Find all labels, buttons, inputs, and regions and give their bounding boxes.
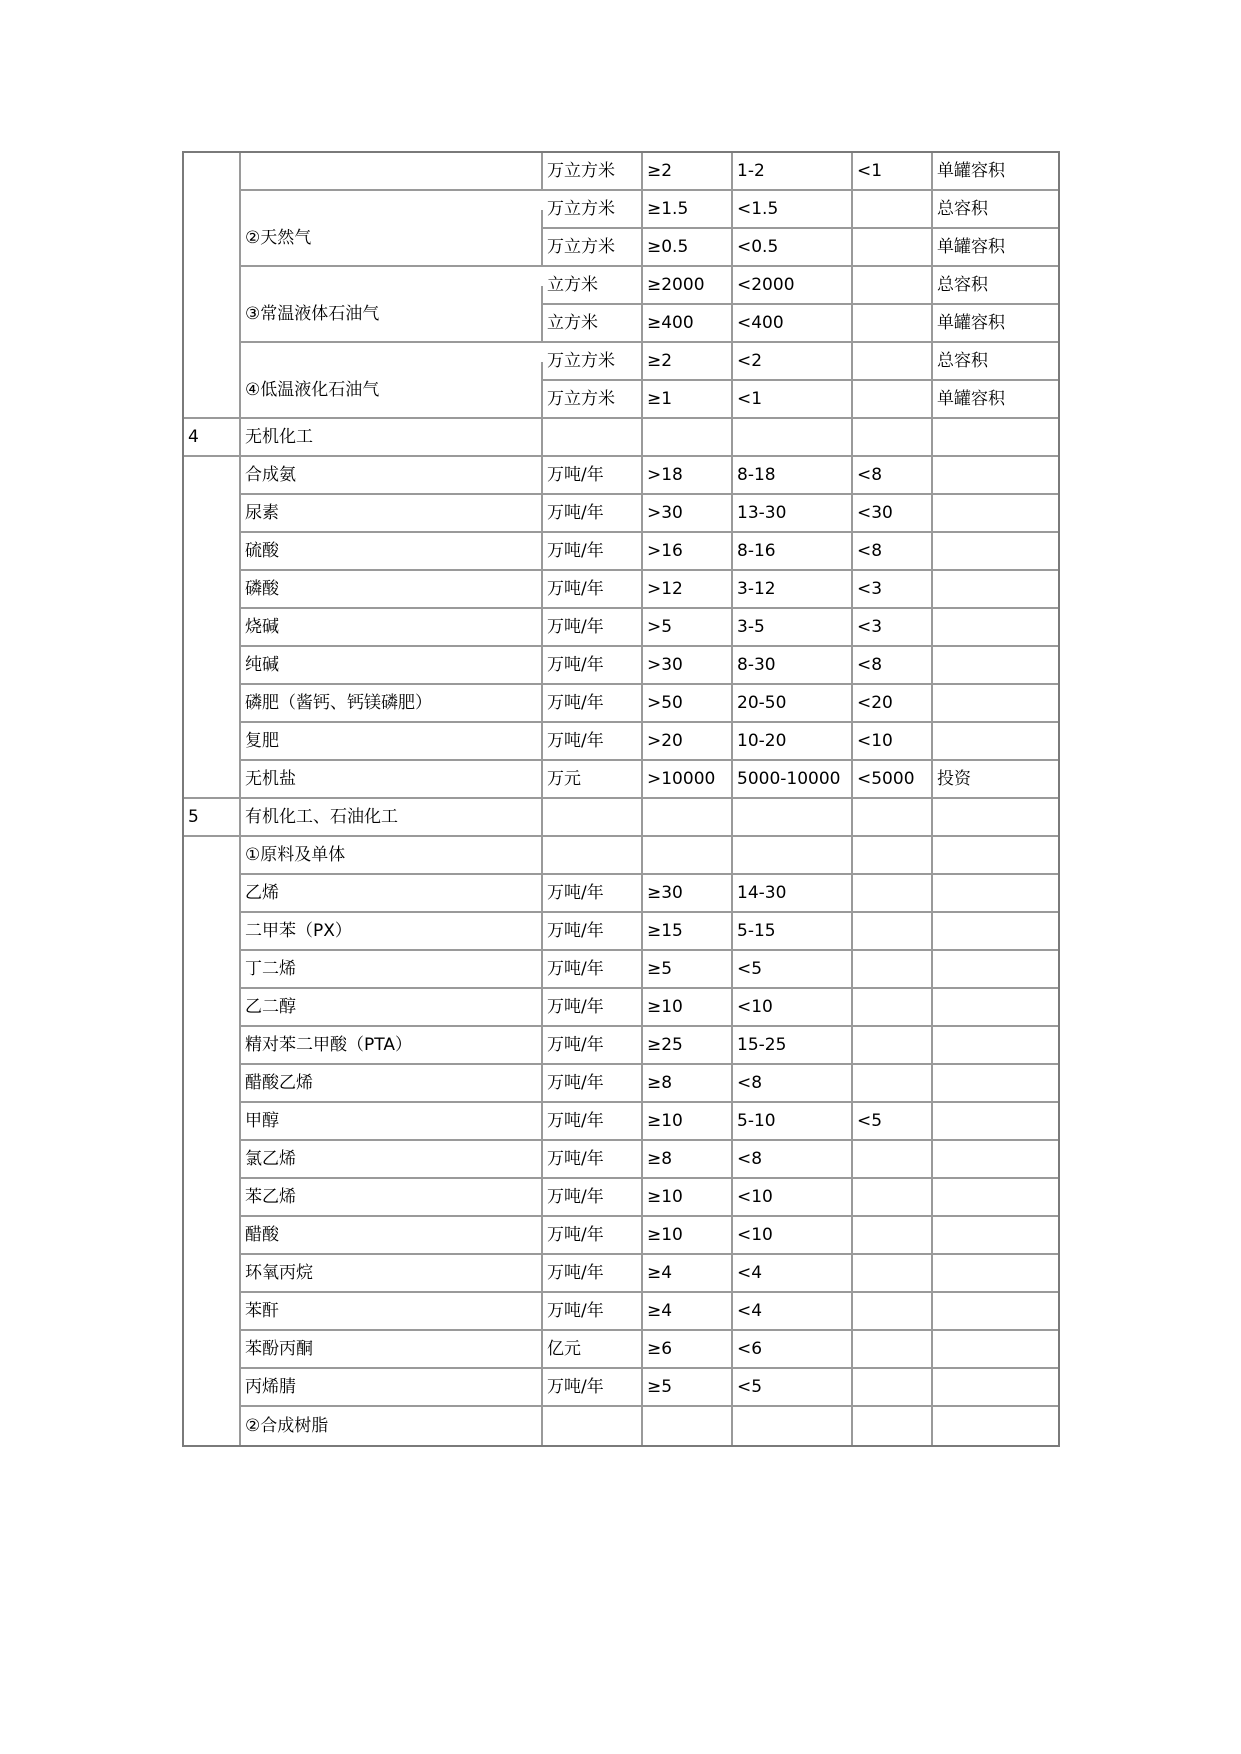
item-name-cell: ①原料及单体 [241,837,543,875]
seq-cell [184,685,241,723]
seq-cell [184,305,241,343]
large-scale-cell: ≥4 [643,1293,733,1331]
seq-cell [184,381,241,419]
unit-cell: 万吨/年 [543,913,643,951]
large-scale-cell: >30 [643,647,733,685]
remark-cell: 总容积 [933,343,1058,381]
remark-cell [933,875,1058,913]
medium-scale-cell: <0.5 [733,229,853,267]
seq-cell [184,1331,241,1369]
large-scale-cell [643,1407,733,1445]
seq-cell [184,267,241,305]
small-scale-cell [853,913,933,951]
table-row [184,343,1058,381]
large-scale-cell: ≥25 [643,1027,733,1065]
unit-cell: 万立方米 [543,381,643,419]
table-row [184,1293,1058,1331]
item-name-cell: 磷肥（酱钙、钙镁磷肥） [241,685,543,723]
item-name-cell: ③常温液体石油气 [241,286,543,324]
large-scale-cell [643,799,733,837]
item-name-cell: 乙烯 [241,875,543,913]
large-scale-cell: ≥400 [643,305,733,343]
large-scale-cell: ≥1.5 [643,191,733,229]
remark-cell [933,723,1058,761]
large-scale-cell: ≥5 [643,1369,733,1407]
item-name-cell: 有机化工、石油化工 [241,799,543,837]
seq-cell [184,609,241,647]
seq-cell [184,533,241,571]
medium-scale-cell: <8 [733,1141,853,1179]
remark-cell [933,1255,1058,1293]
item-name-cell: 磷酸 [241,571,543,609]
seq-cell [184,761,241,799]
medium-scale-cell: <8 [733,1065,853,1103]
unit-cell: 万吨/年 [543,495,643,533]
item-name-cell: 二甲苯（PX） [241,913,543,951]
medium-scale-cell: <10 [733,1179,853,1217]
seq-cell [184,1293,241,1331]
item-name-cell: 无机化工 [241,419,543,457]
remark-cell [933,951,1058,989]
seq-cell [184,495,241,533]
remark-cell: 单罐容积 [933,229,1058,267]
remark-cell [933,1141,1058,1179]
table-row [184,495,1058,533]
seq-cell [184,229,241,267]
remark-cell [933,913,1058,951]
medium-scale-cell: 8-18 [733,457,853,495]
table-row [184,1369,1058,1407]
seq-cell [184,989,241,1027]
medium-scale-cell: <1 [733,381,853,419]
small-scale-cell: <3 [853,609,933,647]
unit-cell [543,799,643,837]
item-name-cell: 醋酸 [241,1217,543,1255]
table-body [184,153,1058,1445]
table-row [184,875,1058,913]
table-row [184,1103,1058,1141]
medium-scale-cell: 15-25 [733,1027,853,1065]
seq-cell [184,913,241,951]
unit-cell: 立方米 [543,267,643,305]
seq-cell [184,1141,241,1179]
small-scale-cell [853,951,933,989]
large-scale-cell: ≥2000 [643,267,733,305]
item-name-cell: 苯乙烯 [241,1179,543,1217]
small-scale-cell: <3 [853,571,933,609]
item-name-cell: ②天然气 [241,210,543,248]
small-scale-cell [853,343,933,381]
medium-scale-cell: 1-2 [733,153,853,191]
remark-cell [933,1065,1058,1103]
medium-scale-cell: <2000 [733,267,853,305]
table-row [184,1217,1058,1255]
small-scale-cell: <8 [853,647,933,685]
unit-cell [543,837,643,875]
item-name-cell: 复肥 [241,723,543,761]
small-scale-cell [853,1331,933,1369]
unit-cell [543,419,643,457]
large-scale-cell: ≥8 [643,1141,733,1179]
table-row [184,951,1058,989]
table-row [184,1179,1058,1217]
unit-cell: 万吨/年 [543,1103,643,1141]
large-scale-cell: ≥6 [643,1331,733,1369]
table-row [184,571,1058,609]
remark-cell: 单罐容积 [933,381,1058,419]
remark-cell [933,989,1058,1027]
medium-scale-cell [733,1407,853,1445]
remark-cell [933,609,1058,647]
table-row [184,609,1058,647]
medium-scale-cell: 14-30 [733,875,853,913]
medium-scale-cell: 8-16 [733,533,853,571]
unit-cell: 亿元 [543,1331,643,1369]
remark-cell [933,419,1058,457]
small-scale-cell [853,381,933,419]
remark-cell [933,495,1058,533]
table-row [184,799,1058,837]
table-row [184,1407,1058,1445]
seq-cell [184,571,241,609]
small-scale-cell [853,1407,933,1445]
medium-scale-cell: 13-30 [733,495,853,533]
small-scale-cell [853,305,933,343]
table-row [184,191,1058,229]
unit-cell: 万吨/年 [543,533,643,571]
item-name-cell: 尿素 [241,495,543,533]
small-scale-cell: <20 [853,685,933,723]
seq-cell [184,1369,241,1407]
table-row [184,1065,1058,1103]
unit-cell: 万立方米 [543,153,643,191]
small-scale-cell [853,419,933,457]
small-scale-cell [853,1027,933,1065]
seq-cell [184,837,241,875]
seq-cell [184,1065,241,1103]
small-scale-cell: <5 [853,1103,933,1141]
remark-cell [933,685,1058,723]
small-scale-cell: <1 [853,153,933,191]
remark-cell: 单罐容积 [933,305,1058,343]
seq-cell [184,1179,241,1217]
unit-cell: 万吨/年 [543,609,643,647]
large-scale-cell: >10000 [643,761,733,799]
large-scale-cell: ≥15 [643,913,733,951]
small-scale-cell [853,267,933,305]
item-name-cell: 环氧丙烷 [241,1255,543,1293]
small-scale-cell [853,989,933,1027]
table-row [184,533,1058,571]
item-name-cell: 纯碱 [241,647,543,685]
medium-scale-cell [733,837,853,875]
medium-scale-cell: <10 [733,1217,853,1255]
table-row [184,723,1058,761]
remark-cell [933,571,1058,609]
seq-cell [184,723,241,761]
unit-cell: 万吨/年 [543,1179,643,1217]
remark-cell [933,1369,1058,1407]
medium-scale-cell: 8-30 [733,647,853,685]
unit-cell: 万元 [543,761,643,799]
small-scale-cell: <8 [853,457,933,495]
remark-cell [933,457,1058,495]
medium-scale-cell: <400 [733,305,853,343]
remark-cell: 单罐容积 [933,153,1058,191]
remark-cell [933,1027,1058,1065]
seq-cell [184,191,241,229]
medium-scale-cell: <4 [733,1293,853,1331]
seq-cell [184,1027,241,1065]
remark-cell [933,837,1058,875]
item-name-cell: 氯乙烯 [241,1141,543,1179]
remark-cell [933,1331,1058,1369]
small-scale-cell: <30 [853,495,933,533]
medium-scale-cell: 10-20 [733,723,853,761]
unit-cell: 万吨/年 [543,1027,643,1065]
item-name-cell: 丙烯腈 [241,1369,543,1407]
large-scale-cell: >12 [643,571,733,609]
unit-cell: 万吨/年 [543,951,643,989]
unit-cell: 万立方米 [543,229,643,267]
table-row [184,457,1058,495]
table-row [184,989,1058,1027]
remark-cell: 总容积 [933,191,1058,229]
large-scale-cell: ≥4 [643,1255,733,1293]
remark-cell [933,533,1058,571]
remark-cell: 投资 [933,761,1058,799]
remark-cell [933,799,1058,837]
remark-cell [933,1293,1058,1331]
unit-cell: 万吨/年 [543,1293,643,1331]
item-name-cell: ②合成树脂 [241,1407,543,1445]
small-scale-cell [853,875,933,913]
large-scale-cell: ≥2 [643,343,733,381]
unit-cell: 万吨/年 [543,723,643,761]
item-name-cell: 硫酸 [241,533,543,571]
item-name-cell: 苯酐 [241,1293,543,1331]
medium-scale-cell: <4 [733,1255,853,1293]
medium-scale-cell: 5-10 [733,1103,853,1141]
seq-cell [184,647,241,685]
remark-cell: 总容积 [933,267,1058,305]
seq-cell [184,1103,241,1141]
medium-scale-cell: <5 [733,1369,853,1407]
unit-cell: 万吨/年 [543,685,643,723]
unit-cell: 万吨/年 [543,1141,643,1179]
table-row [184,1141,1058,1179]
small-scale-cell: <10 [853,723,933,761]
table-row [184,685,1058,723]
item-name-cell: 精对苯二甲酸（PTA） [241,1027,543,1065]
medium-scale-cell: <1.5 [733,191,853,229]
medium-scale-cell [733,799,853,837]
table-row [184,153,1058,191]
medium-scale-cell: 20-50 [733,685,853,723]
large-scale-cell: >5 [643,609,733,647]
medium-scale-cell: 5-15 [733,913,853,951]
small-scale-cell: <8 [853,533,933,571]
small-scale-cell [853,1369,933,1407]
seq-cell [184,457,241,495]
unit-cell: 万吨/年 [543,989,643,1027]
seq-cell [184,153,241,191]
large-scale-cell: ≥10 [643,1103,733,1141]
capacity-table [182,151,1060,1447]
large-scale-cell: >16 [643,533,733,571]
item-name-cell: 乙二醇 [241,989,543,1027]
item-name-cell: 烧碱 [241,609,543,647]
seq-cell [184,951,241,989]
unit-cell: 万吨/年 [543,1255,643,1293]
table-row [184,419,1058,457]
small-scale-cell [853,837,933,875]
table-row [184,1331,1058,1369]
table-row [184,913,1058,951]
large-scale-cell: ≥10 [643,1179,733,1217]
large-scale-cell: ≥1 [643,381,733,419]
small-scale-cell: <5000 [853,761,933,799]
medium-scale-cell: <6 [733,1331,853,1369]
item-name-cell: 苯酚丙酮 [241,1331,543,1369]
seq-cell [184,1407,241,1445]
unit-cell: 万吨/年 [543,1369,643,1407]
item-name-cell: ④低温液化石油气 [241,362,543,400]
unit-cell: 万立方米 [543,343,643,381]
large-scale-cell: >30 [643,495,733,533]
large-scale-cell [643,837,733,875]
item-name-cell: 丁二烯 [241,951,543,989]
large-scale-cell: >18 [643,457,733,495]
medium-scale-cell: 3-5 [733,609,853,647]
large-scale-cell: ≥0.5 [643,229,733,267]
unit-cell [543,1407,643,1445]
unit-cell: 万吨/年 [543,571,643,609]
large-scale-cell: >50 [643,685,733,723]
large-scale-cell [643,419,733,457]
large-scale-cell: ≥10 [643,989,733,1027]
item-name-cell: 醋酸乙烯 [241,1065,543,1103]
unit-cell: 万吨/年 [543,875,643,913]
item-name-cell: 甲醇 [241,1103,543,1141]
table-row [184,761,1058,799]
medium-scale-cell: <5 [733,951,853,989]
seq-cell [184,343,241,381]
small-scale-cell [853,799,933,837]
medium-scale-cell: 3-12 [733,571,853,609]
item-name-cell: 合成氨 [241,457,543,495]
small-scale-cell [853,191,933,229]
large-scale-cell: ≥5 [643,951,733,989]
seq-cell: 4 [184,419,241,457]
unit-cell: 万立方米 [543,191,643,229]
seq-cell: 5 [184,799,241,837]
remark-cell [933,1217,1058,1255]
small-scale-cell [853,1255,933,1293]
table-row [184,647,1058,685]
large-scale-cell: ≥30 [643,875,733,913]
unit-cell: 立方米 [543,305,643,343]
large-scale-cell: ≥8 [643,1065,733,1103]
table-row [184,837,1058,875]
item-name-cell: 无机盐 [241,761,543,799]
medium-scale-cell: <2 [733,343,853,381]
small-scale-cell [853,1065,933,1103]
item-name-cell [241,153,543,191]
unit-cell: 万吨/年 [543,1217,643,1255]
medium-scale-cell [733,419,853,457]
small-scale-cell [853,1293,933,1331]
small-scale-cell [853,1141,933,1179]
seq-cell [184,1217,241,1255]
large-scale-cell: ≥2 [643,153,733,191]
unit-cell: 万吨/年 [543,647,643,685]
unit-cell: 万吨/年 [543,1065,643,1103]
unit-cell: 万吨/年 [543,457,643,495]
remark-cell [933,1103,1058,1141]
remark-cell [933,1179,1058,1217]
seq-cell [184,875,241,913]
table-row [184,1027,1058,1065]
remark-cell [933,1407,1058,1445]
large-scale-cell: ≥10 [643,1217,733,1255]
small-scale-cell [853,229,933,267]
medium-scale-cell: 5000-10000 [733,761,853,799]
remark-cell [933,647,1058,685]
table-row [184,1255,1058,1293]
large-scale-cell: >20 [643,723,733,761]
small-scale-cell [853,1179,933,1217]
seq-cell [184,1255,241,1293]
medium-scale-cell: <10 [733,989,853,1027]
table-row [184,267,1058,305]
small-scale-cell [853,1217,933,1255]
